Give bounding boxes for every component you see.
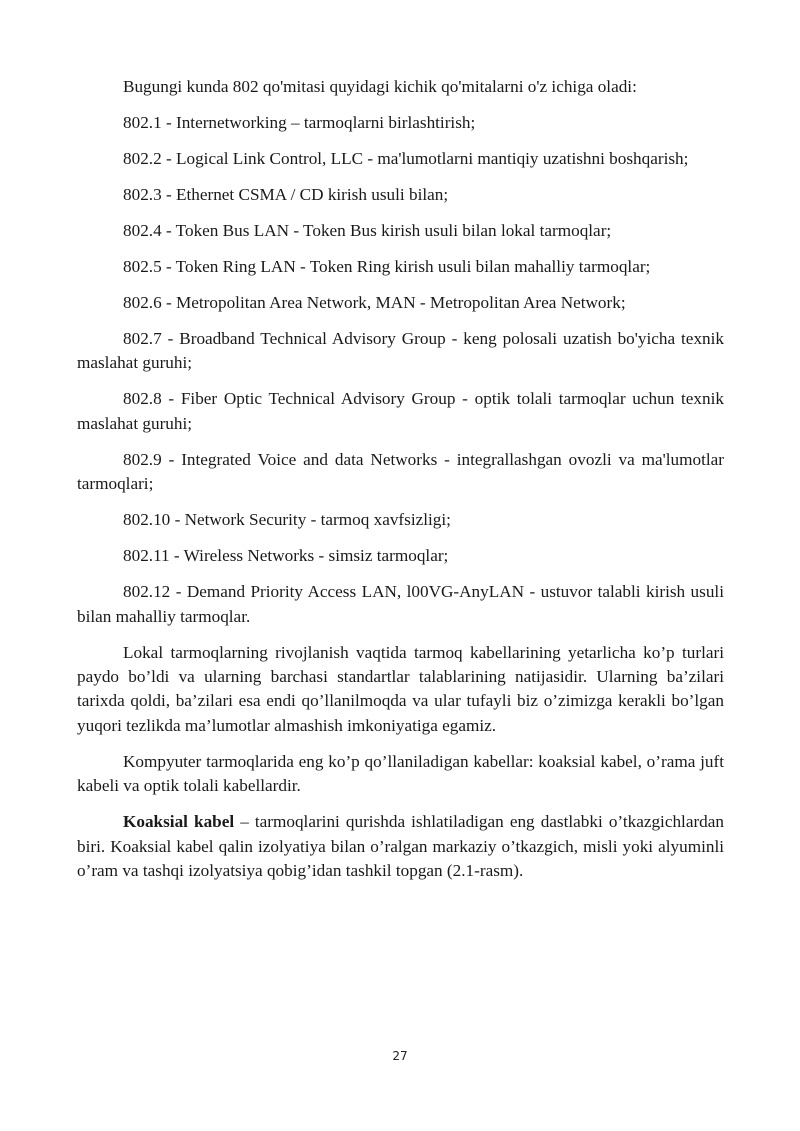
- list-item-802-8: 802.8 - Fiber Optic Technical Advisory Group - optik tolali tarmoqlar uchun texnik maslahat guruhi;: [77, 389, 724, 433]
- body-text: [77, 75, 724, 895]
- list-item-802-2: 802.2 - Logical Link Control, LLC - ma'lumotlarni mantiqiy uzatishni boshqarish;: [123, 149, 689, 168]
- term-coaxial-cable: Koaksial kabel: [123, 812, 235, 832]
- list-item-802-9: 802.9 - Integrated Voice and data Networks - integrallashgan ovozli va ma'lumotlar tarmoqlari;: [77, 449, 724, 494]
- list-item-802-10: 802.10 - Network Security - tarmoq xavfsizligi;: [123, 510, 451, 530]
- list-item-802-5: 802.5 - Token Ring LAN - Token Ring kirish usuli bilan mahalliy tarmoqlar;: [123, 257, 651, 276]
- list-item-802-12: 802.12 - Demand Priority Access LAN, l00VG-AnyLAN - ustuvor talabli kirish usuli bilan mahalliy tarmoqlar.: [77, 582, 724, 626]
- paragraph-coaxial: [77, 810, 724, 883]
- list-item-802-7: 802.7 - Broadband Technical Advisory Group - keng polosali uzatish bo'yicha texnik maslahat guruhi;: [77, 329, 724, 373]
- page-number: 27: [392, 1049, 408, 1063]
- list-item-802-4: 802.4 - Token Bus LAN - Token Bus kirish usuli bilan lokal tarmoqlar;: [123, 221, 612, 240]
- paragraph-intro: Bugungi kunda 802 qo'mitasi quyidagi kichik qo'mitalarni o'z ichiga oladi:: [123, 77, 637, 96]
- coaxial-description: – tarmoqlarini qurishda ishlatiladigan eng dastlabki o’tkazgichlardan biri. Koaksial kabel qalin izolyatiya bilan o’ralgan markaziy o’tkazgich, misli yoki alyuminli o’ram va tashqi izolyatsiya qobig’idan tashkil topgan (2.1-rasm).: [77, 812, 724, 881]
- paragraph-cable-types: Lokal tarmoqlarning rivojlanish vaqtida tarmoq kabellarining yetarlicha ko’p turlari paydo bo’ldi va ularning barchasi standartlar talablarining natijasidir. Ularning ba’zilari tarixda qoldi, ba’zilari esa endi qo’llanilmoqda va ular tufayli biz o’zimizga kerakli bo’lgan yuqori tezlikda ma’lumotlar almashish imkoniyatiga egamiz.: [77, 642, 724, 735]
- paragraph-common-cables: Kompyuter tarmoqlarida eng ko’p qo’llaniladigan kabellar: koaksial kabel, o’rama juft kabeli va optik tolali kabellardir.: [77, 751, 724, 796]
- list-item-802-11: 802.11 - Wireless Networks - simsiz tarmoqlar;: [123, 546, 449, 566]
- list-item-802-3: 802.3 - Ethernet CSMA / CD kirish usuli bilan;: [123, 185, 449, 204]
- list-item-802-1: 802.1 - Internetworking – tarmoqlarni birlashtirish;: [123, 113, 476, 132]
- list-item-802-6: 802.6 - Metropolitan Area Network, MAN - Metropolitan Area Network;: [123, 293, 626, 312]
